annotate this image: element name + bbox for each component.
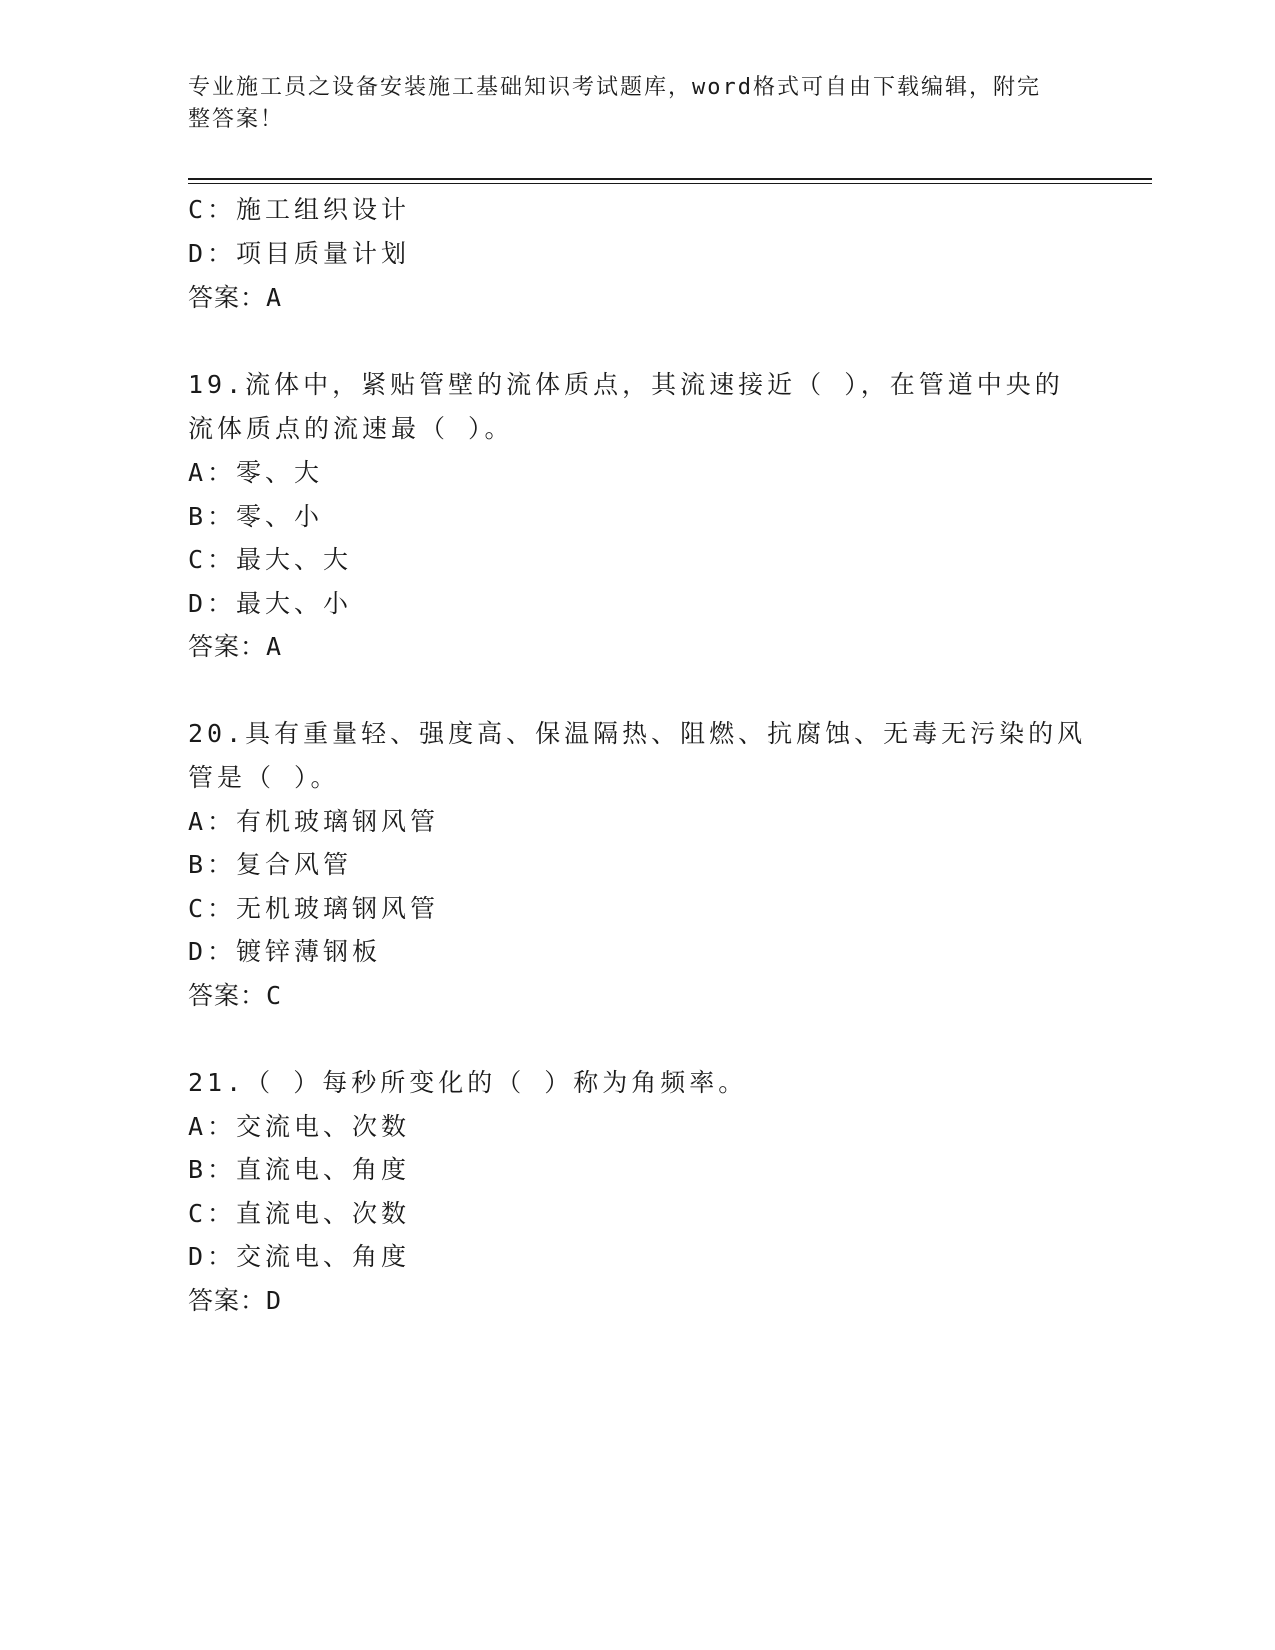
q21-option-a: A：交流电、次数 <box>188 1112 411 1141</box>
q19-option-c: C：最大、大 <box>188 545 353 574</box>
q19-stem-line2: 流体质点的流速最（ ）。 <box>188 414 514 443</box>
q20-option-a: A：有机玻璃钢风管 <box>188 807 440 836</box>
q21-answer: 答案：D <box>188 1286 283 1315</box>
header-title-line1: 专业施工员之设备安装施工基础知识考试题库，word格式可自由下载编辑，附完 <box>188 75 1041 100</box>
q19-stem-line1: 19.流体中，紧贴管壁的流体质点，其流速接近（ ），在管道中央的 <box>188 370 1064 399</box>
page-header <box>188 72 1068 136</box>
q21-option-d: D：交流电、角度 <box>188 1242 411 1271</box>
q20-stem-line2: 管是（ ）。 <box>188 763 340 792</box>
prev-option-c: C：施工组织设计 <box>188 195 411 224</box>
q19-option-d: D：最大、小 <box>188 589 353 618</box>
q20-option-d: D：镀锌薄钢板 <box>188 937 382 966</box>
header-divider-thin <box>188 183 1152 184</box>
q20-stem-line1: 20.具有重量轻、强度高、保温隔热、阻燃、抗腐蚀、无毒无污染的风 <box>188 719 1087 748</box>
q21-option-b: B：直流电、角度 <box>188 1155 411 1184</box>
q20-answer: 答案：C <box>188 981 283 1010</box>
header-title-line2: 整答案！ <box>188 107 285 132</box>
q19-option-b: B：零、小 <box>188 502 324 531</box>
q19-option-a: A：零、大 <box>188 458 324 487</box>
prev-answer: 答案：A <box>188 283 283 312</box>
q20-option-c: C：无机玻璃钢风管 <box>188 894 440 923</box>
q21-stem-line1: 21.（ ）每秒所变化的（ ）称为角频率。 <box>188 1068 748 1097</box>
q20-option-b: B：复合风管 <box>188 850 353 879</box>
prev-option-d: D：项目质量计划 <box>188 239 411 268</box>
header-divider-thick <box>188 178 1152 180</box>
q19-answer: 答案：A <box>188 632 283 661</box>
q21-option-c: C：直流电、次数 <box>188 1199 411 1228</box>
